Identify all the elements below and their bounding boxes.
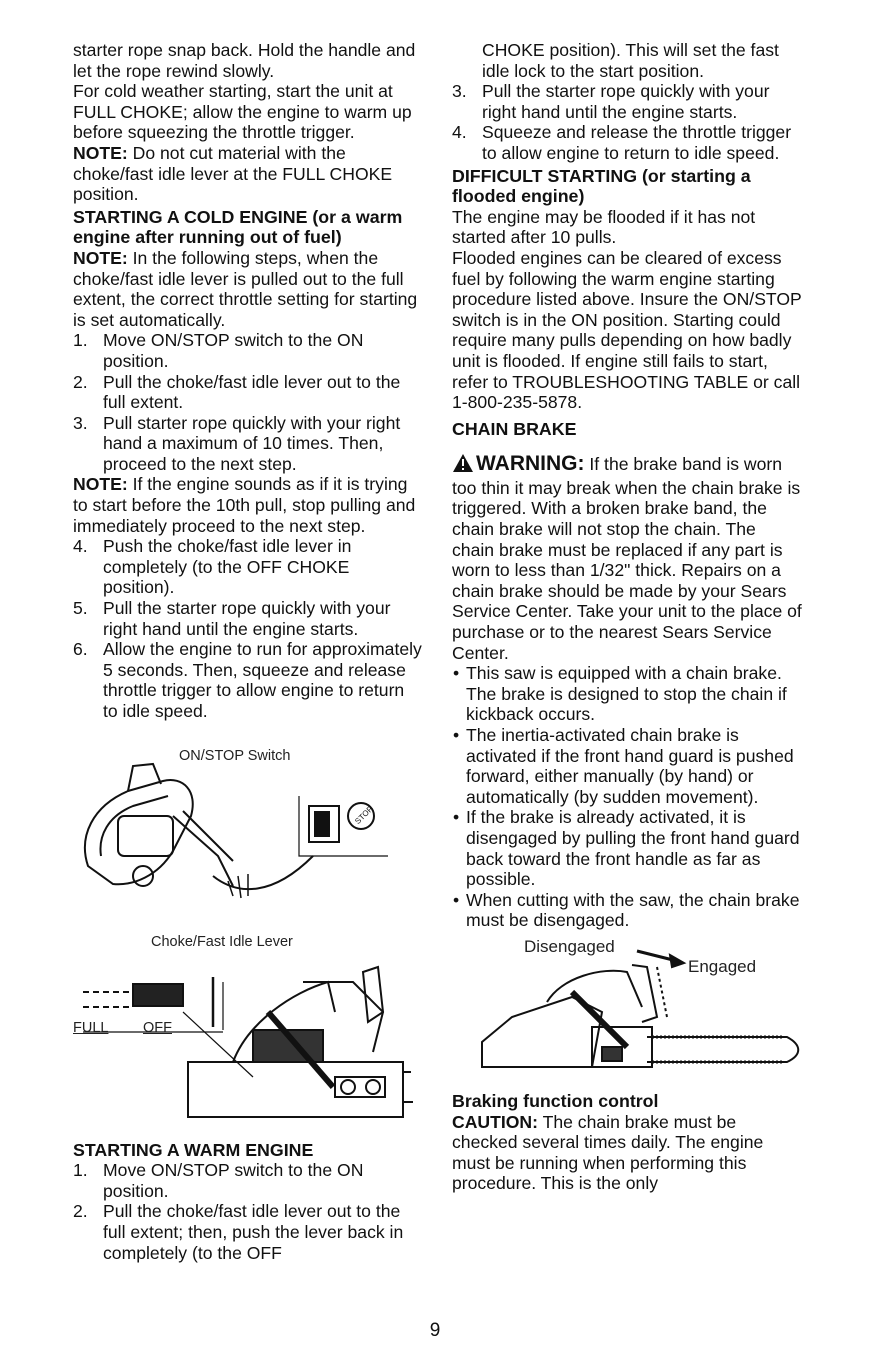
on-stop-switch-figure <box>73 746 423 926</box>
step-text: Pull starter rope quickly with your right hand a maximum of 10 times. Then, proceed to the next step. <box>103 412 401 474</box>
braking-function-heading: Braking function control <box>452 1090 659 1111</box>
chainsaw-switch-illustration <box>73 746 423 926</box>
warm-step-continuation: CHOKE position). This will set the fast idle lock to the start position. <box>482 40 779 81</box>
step-number: 2. <box>73 371 88 392</box>
choke-lever-label: Choke/Fast Idle Lever <box>151 933 293 950</box>
note-text: In the following steps, when the choke/fast idle lever is pulled out to the full extent, the correct throttle setting for starting is set automatically. <box>73 247 418 330</box>
chain-brake-bullets <box>452 663 802 931</box>
disengaged-label: Disengaged <box>524 936 615 956</box>
step-number: 3. <box>73 412 88 433</box>
choke-lever-figure <box>73 932 423 1132</box>
step-number: 1. <box>73 330 88 351</box>
intro-paragraph: starter rope snap back. Hold the handle and let the rope rewind slowly. <box>73 40 416 81</box>
caution-text: The chain brake must be checked several times daily. The engine must be running when performing this procedure. This is the only <box>452 1111 764 1194</box>
difficult-paragraph-2: Flooded engines can be cleared of excess fuel by following the warm engine starting procedure listed above. Insure the ON/STOP switch is in the ON position. Starting could require many pulls depending on how badly unit is flooded. If engine still fails to start, refer to TROUBLESHOOTING TABLE or call 1-800-235-5878. <box>452 247 802 413</box>
step-text: Pull the choke/fast idle lever out to the full extent; then, push the lever back in completely (to the OFF <box>103 1201 404 1263</box>
step-number: 4. <box>452 122 467 143</box>
left-column <box>73 40 423 1263</box>
off-choke-label: OFF <box>143 1019 172 1036</box>
note-label: NOTE: <box>73 247 128 268</box>
note-label: NOTE: <box>73 142 128 163</box>
chainsaw-choke-illustration <box>73 952 423 1152</box>
step-text: Move ON/STOP switch to the ON position. <box>103 1160 364 1201</box>
warm-steps-list-b <box>452 81 802 163</box>
cold-steps-list-b <box>73 536 423 721</box>
list-item <box>73 372 423 413</box>
note-text: Do not cut material with the choke/fast idle lever at the FULL CHOKE position. <box>73 142 393 205</box>
step-number: 1. <box>73 1160 88 1181</box>
list-item: • This saw is equipped with a chain brake. The brake is designed to stop the chain if kickback occurs. <box>452 663 802 725</box>
list-item <box>73 1201 423 1263</box>
cold-steps-list-a <box>73 330 423 474</box>
right-column <box>452 40 802 1194</box>
list-item <box>452 81 802 122</box>
page-number: 9 <box>429 1320 441 1341</box>
warning-paragraph <box>452 453 802 663</box>
caution-paragraph <box>452 1112 802 1194</box>
warm-engine-heading: STARTING A WARM ENGINE <box>73 1139 314 1160</box>
step-number: 5. <box>73 598 88 619</box>
list-item <box>73 598 423 639</box>
list-item: • When cutting with the saw, the chain brake must be disengaged. <box>452 890 802 931</box>
note-text: If the engine sounds as if it is trying to start before the 10th pull, stop pulling and immediately proceed to the next step. <box>73 474 416 536</box>
note-tenth-pull <box>73 474 423 536</box>
full-choke-label: FULL <box>73 1019 109 1036</box>
step-text: Pull the starter rope quickly with your right hand until the engine starts. <box>482 81 770 122</box>
engaged-label: Engaged <box>688 956 757 976</box>
note-label: NOTE: <box>73 474 128 495</box>
list-item <box>73 1160 423 1201</box>
warm-steps-list-a <box>73 1160 423 1263</box>
warning-label: WARNING: <box>476 452 585 476</box>
list-item <box>73 413 423 475</box>
step-text: Pull the starter rope quickly with your right hand until the engine starts. <box>103 598 391 639</box>
note-throttle-setting <box>73 248 423 330</box>
step-number: 3. <box>452 81 467 102</box>
warning-text: If the brake band is worn too thin it may break when the chain brake is triggered. With a broken brake band, the chain brake will not stop the chain. The chain brake must be replaced if any part is worn to less than 1/32" thick. Repairs on a chain brake should be made by your Sears Service Center. Take your unit to the place of purchase or to the nearest Sears Service Center. <box>452 454 802 663</box>
list-item <box>452 122 802 163</box>
step-text: Push the choke/fast idle lever in completely (to the OFF CHOKE position). <box>103 536 352 598</box>
chain-brake-heading: CHAIN BRAKE <box>452 418 577 439</box>
caution-label: CAUTION: <box>452 1111 539 1132</box>
difficult-paragraph-1: The engine may be flooded if it has not started after 10 pulls. <box>452 206 756 248</box>
step-number: 4. <box>73 536 88 557</box>
note-no-cutting <box>73 143 423 205</box>
list-item <box>73 639 423 721</box>
chain-brake-figure <box>452 937 802 1087</box>
difficult-starting-heading: DIFFICULT STARTING (or starting a flooded engine) <box>452 165 751 207</box>
on-stop-switch-label: ON/STOP Switch <box>179 747 291 764</box>
chainsaw-brake-illustration <box>452 937 802 1087</box>
step-number: 2. <box>73 1201 88 1222</box>
step-text: Pull the choke/fast idle lever out to the full extent. <box>103 371 401 413</box>
step-text: Move ON/STOP switch to the ON position. <box>103 330 364 371</box>
stop-icon: STOP <box>353 803 375 826</box>
step-number: 6. <box>73 639 88 660</box>
list-item: • The inertia-activated chain brake is activated if the front hand guard is pushed forward, either manually (by hand) or automatically (by sudden movement). <box>452 725 802 807</box>
list-item <box>73 536 423 598</box>
cold-engine-heading: STARTING A COLD ENGINE (or a warm engine after running out of fuel) <box>73 206 403 248</box>
warning-triangle-icon <box>452 453 474 478</box>
step-text: Allow the engine to run for approximately 5 seconds. Then, squeeze and release throttle trigger to allow engine to return to idle speed. <box>103 639 422 721</box>
step-text: Squeeze and release the throttle trigger to allow engine to return to idle speed. <box>482 122 792 163</box>
list-item: • If the brake is already activated, it is disengaged by pulling the front hand guard back toward the front handle as far as possible. <box>452 807 802 889</box>
cold-weather-paragraph: For cold weather starting, start the unit at FULL CHOKE; allow the engine to warm up before squeezing the throttle trigger. <box>73 81 412 143</box>
list-item <box>73 330 423 371</box>
